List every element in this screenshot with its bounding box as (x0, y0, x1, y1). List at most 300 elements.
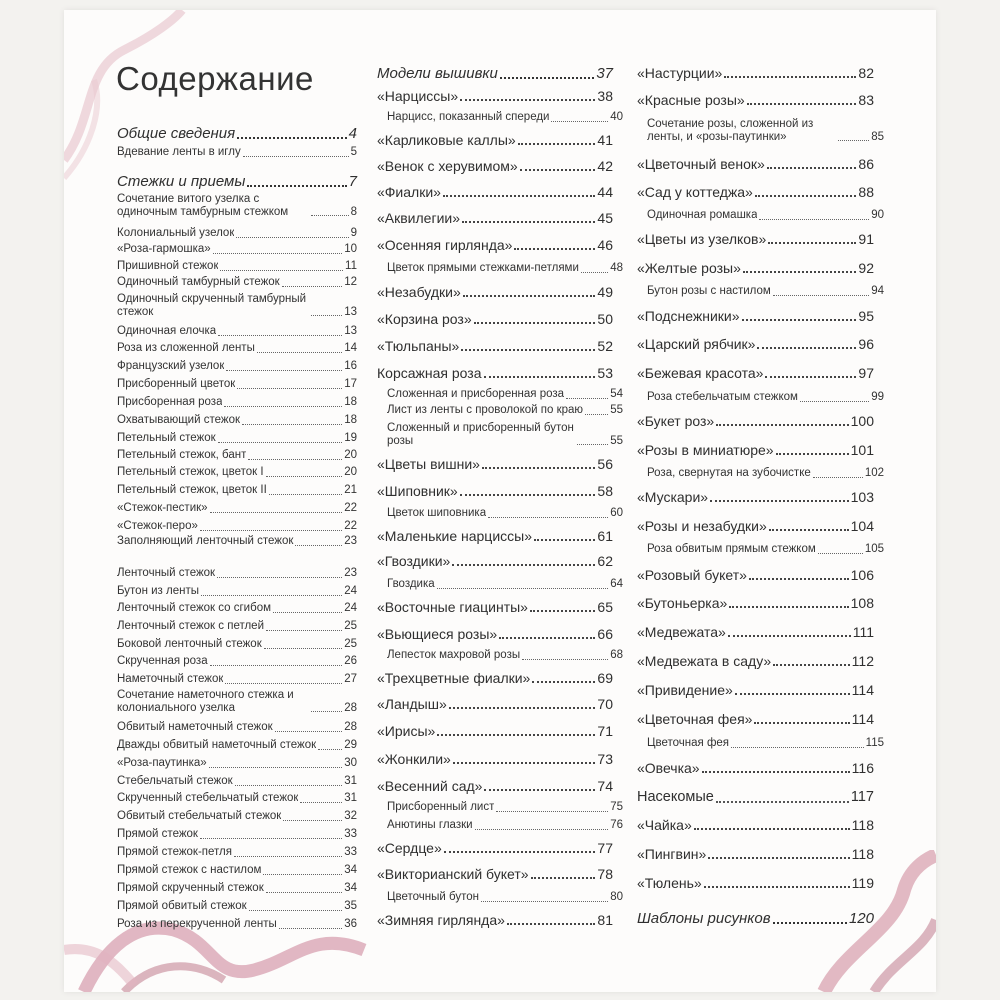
toc-entry-title: Присборенный лист (387, 801, 495, 813)
dot-leader (532, 681, 595, 683)
toc-entry-title: Прямой стежок (117, 828, 198, 840)
toc-entry-page: 111 (852, 624, 874, 640)
dot-leader (731, 747, 864, 748)
dot-leader (735, 693, 850, 695)
dot-leader (800, 401, 869, 402)
dot-leader (235, 785, 343, 786)
toc-entry-page: 14 (344, 342, 357, 354)
toc-entry-page: 81 (597, 912, 613, 928)
toc-entry (377, 159, 613, 174)
toc-entry-page: 70 (597, 696, 613, 712)
toc-entry-page: 37 (596, 65, 613, 82)
toc-entry-page: 73 (597, 751, 613, 767)
dot-leader (769, 529, 849, 531)
dot-leader (474, 322, 596, 324)
toc-entry-title: «Настурции» (637, 66, 723, 81)
dot-leader (755, 195, 857, 197)
dot-leader (566, 398, 608, 399)
toc-entry (377, 649, 623, 662)
toc-entry-page: 21 (344, 484, 357, 496)
toc-entry-title: «Восточные гиацинты» (377, 600, 528, 615)
toc-entry-title: «Маленькие нарциссы» (377, 529, 532, 544)
toc-entry-page: 13 (344, 305, 357, 318)
toc-entry-page: 92 (858, 260, 874, 276)
toc-entry-title: «Шиповник» (377, 484, 458, 499)
toc-entry (637, 366, 874, 381)
toc-entry (377, 578, 623, 591)
toc-entry-page: 25 (344, 638, 357, 650)
toc-entry (117, 673, 357, 686)
dot-leader (463, 295, 596, 297)
dot-leader (482, 467, 595, 469)
toc-entry (377, 554, 613, 569)
toc-entry (117, 585, 357, 598)
toc-entry-page: 18 (344, 414, 357, 426)
toc-entry-title: Ленточный стежок (117, 567, 216, 579)
dot-leader (742, 319, 857, 321)
toc-entry-page: 112 (851, 653, 874, 669)
toc-entry-title: Роза из перекрученной ленты (117, 918, 277, 930)
toc-entry (377, 484, 613, 499)
toc-entry-page: 22 (344, 502, 357, 514)
toc-entry-title: Одиночная ромашка (647, 209, 758, 221)
toc-entry-title: «Роза-паутинка» (117, 757, 207, 769)
toc-entry (637, 543, 884, 556)
toc-entry-title: Стежки и приемы (117, 174, 246, 190)
toc-entry-page: 35 (344, 900, 357, 912)
toc-entry-title: «Царский рябчик» (637, 337, 756, 352)
toc-entry (117, 260, 357, 273)
toc-entry (117, 918, 357, 931)
toc-entry-title: «Ирисы» (377, 724, 436, 739)
dot-leader (217, 577, 342, 578)
toc-entry (117, 567, 357, 580)
toc-entry-page: 25 (344, 620, 357, 632)
toc-entry (637, 683, 874, 698)
dot-leader (295, 545, 342, 546)
dot-leader (210, 665, 343, 666)
toc-entry-title: Общие сведения (117, 126, 236, 142)
toc-entry-title: «Бутоньерка» (637, 596, 728, 611)
toc-entry-title: «Цветочная фея» (637, 712, 753, 727)
toc-entry-page: 55 (610, 404, 623, 416)
toc-entry-page: 28 (344, 721, 357, 733)
dot-leader (318, 749, 342, 750)
toc-entry (637, 443, 874, 458)
toc-entry-title: Цветок прямыми стежками-петлями (387, 262, 579, 274)
toc-entry (377, 752, 613, 767)
toc-entry (377, 388, 623, 401)
toc-entry-title: Пришивной стежок (117, 260, 219, 272)
toc-entry-page: 60 (610, 507, 623, 519)
dot-leader (266, 892, 342, 893)
toc-entry (377, 867, 613, 882)
toc-entry (637, 761, 874, 776)
toc-entry (117, 126, 357, 143)
toc-entry-title: «Сад у коттеджа» (637, 185, 753, 200)
toc-entry-title: «Пингвин» (637, 847, 707, 862)
toc-entry-page: 10 (344, 243, 357, 255)
toc-entry (377, 339, 613, 354)
toc-entry-title: «Розы и незабудки» (637, 519, 767, 534)
toc-entry (377, 697, 613, 712)
dot-leader (275, 731, 343, 732)
toc-entry-title: «Цветочный венок» (637, 157, 765, 172)
toc-entry-page: 108 (850, 595, 874, 611)
dot-leader (704, 886, 850, 888)
toc-entry-title: «Ландыш» (377, 697, 447, 712)
toc-entry (117, 502, 357, 515)
toc-entry-page: 75 (610, 801, 623, 813)
toc-entry-title: Бутон розы с настилом (647, 285, 771, 297)
dot-leader (266, 630, 342, 631)
toc-entry-page: 11 (345, 260, 357, 272)
toc-entry (637, 93, 874, 108)
toc-entry-title: Петельный стежок, цветок I (117, 466, 264, 478)
toc-entry-page: 99 (871, 391, 884, 403)
dot-leader (226, 370, 342, 371)
toc-entry-page: 38 (597, 88, 613, 104)
toc-entry-page: 33 (344, 828, 357, 840)
toc-entry-title: Скрученная роза (117, 655, 208, 667)
toc-entry-title: Ленточный стежок со сгибом (117, 602, 271, 614)
toc-entry (637, 185, 874, 200)
dot-leader (530, 610, 595, 612)
toc-entry-page: 46 (597, 237, 613, 253)
dot-leader (518, 143, 596, 145)
toc-entry (637, 66, 874, 81)
toc-entry-page: 9 (350, 227, 357, 239)
toc-entry-title: «Тюльпаны» (377, 339, 460, 354)
dot-leader (311, 315, 342, 316)
toc-entry-title: Обвитый наметочный стежок (117, 721, 273, 733)
toc-entry-title: «Розы в миниатюре» (637, 443, 774, 458)
page-title: Содержание (116, 60, 314, 97)
toc-entry (637, 876, 874, 891)
toc-entry (637, 309, 874, 324)
toc-entry-page: 115 (865, 737, 884, 749)
toc-entry-title: Роза стебельчатым стежком (647, 391, 798, 403)
toc-entry (117, 775, 357, 788)
toc-entry (377, 111, 623, 124)
toc-entry-title: «Тюлень» (637, 876, 702, 891)
toc-entry-page: 26 (344, 655, 357, 667)
dot-leader (213, 253, 343, 254)
toc-entry (117, 276, 357, 289)
toc-entry-title: Петельный стежок (117, 432, 216, 444)
dot-leader (702, 771, 850, 773)
dot-leader (551, 121, 608, 122)
toc-entry-page: 90 (871, 209, 884, 221)
toc-entry-page: 106 (850, 567, 874, 583)
dot-leader (522, 659, 608, 660)
toc-entry-page: 82 (858, 65, 874, 81)
toc-entry-page: 36 (344, 918, 357, 930)
toc-entry-title: Шаблоны рисунков (637, 911, 771, 927)
dot-leader (282, 286, 342, 287)
toc-entry (377, 262, 623, 275)
toc-entry (117, 535, 357, 548)
toc-entry-title: Вдевание ленты в иглу (117, 146, 241, 158)
toc-entry-page: 18 (344, 396, 357, 408)
toc-entry-title: Сочетание розы, сложенной из ленты, и «розы-паутинки» (647, 118, 814, 143)
dot-leader (263, 874, 342, 875)
toc-entry-page: 12 (344, 276, 357, 288)
toc-entry-title: Одиночный тамбурный стежок (117, 276, 280, 288)
dot-leader (767, 167, 857, 169)
toc-entry-page: 62 (597, 553, 613, 569)
toc-entry-page: 17 (344, 378, 357, 390)
toc-entry-title: Прямой обвитый стежок (117, 900, 247, 912)
toc-entry-title: Наметочный стежок (117, 673, 224, 685)
toc-entry (117, 721, 357, 734)
dot-leader (581, 272, 608, 273)
dot-leader (209, 767, 343, 768)
toc-entry (637, 261, 874, 276)
toc-entry-page: 31 (344, 775, 357, 787)
toc-entry (637, 337, 874, 352)
toc-entry-title: Присборенная роза (117, 396, 223, 408)
dot-leader (200, 530, 342, 531)
toc-entry (377, 185, 613, 200)
toc-entry-page: 4 (348, 125, 357, 142)
toc-entry (117, 432, 357, 445)
dot-leader (269, 494, 342, 495)
toc-entry-title: Насекомые (637, 790, 714, 805)
dot-leader (813, 477, 863, 478)
dot-leader (520, 169, 596, 171)
toc-entry-page: 97 (858, 365, 874, 381)
toc-entry-page: 91 (858, 231, 874, 247)
toc-entry (377, 627, 613, 642)
toc-entry-title: «Викторианский букет» (377, 867, 529, 882)
toc-entry-title: «Бежевая красота» (637, 366, 764, 381)
toc-entry (117, 828, 357, 841)
toc-entry-title: Стебельчатый стежок (117, 775, 233, 787)
toc-entry (377, 779, 613, 794)
toc-entry-page: 118 (851, 817, 874, 833)
toc-entry-page: 19 (344, 432, 357, 444)
toc-entry-title: Прямой стежок с настилом (117, 864, 262, 876)
dot-leader (694, 828, 850, 830)
toc-entry (117, 846, 357, 859)
toc-entry (637, 157, 874, 172)
dot-leader (499, 637, 595, 639)
toc-entry-page: 120 (848, 910, 874, 927)
toc-entry-page: 45 (597, 210, 613, 226)
dot-leader (757, 347, 856, 349)
toc-entry-page: 34 (344, 882, 357, 894)
toc-entry-page: 41 (597, 132, 613, 148)
dot-leader (729, 606, 848, 608)
toc-entry (377, 422, 623, 447)
toc-entry (117, 900, 357, 913)
toc-entry-page: 77 (597, 840, 613, 856)
dot-leader (311, 711, 342, 712)
toc-entry (377, 529, 613, 544)
toc-entry-title: «Осенняя гирлянда» (377, 238, 513, 253)
dot-leader (218, 335, 342, 336)
toc-entry-title: «Овечка» (637, 761, 700, 776)
toc-entry-page: 48 (610, 262, 623, 274)
toc-entry (637, 391, 884, 404)
toc-entry (117, 227, 357, 240)
dot-leader (236, 237, 348, 238)
toc-entry (117, 864, 357, 877)
toc-entry-title: Лист из ленты с проволокой по краю (387, 404, 584, 416)
dot-leader (773, 922, 847, 924)
toc-entry-page: 40 (610, 111, 623, 123)
dot-leader (577, 444, 608, 445)
dot-leader (585, 414, 608, 415)
toc-entry (117, 243, 357, 256)
toc-entry-page: 31 (344, 792, 357, 804)
dot-leader (461, 349, 595, 351)
dot-leader (475, 829, 609, 830)
toc-entry-page: 20 (344, 466, 357, 478)
toc-entry (377, 891, 623, 904)
toc-entry (117, 360, 357, 373)
dot-leader (747, 103, 857, 105)
toc-entry (637, 596, 874, 611)
dot-leader (273, 612, 342, 613)
toc-entry (117, 466, 357, 479)
toc-entry-title: Петельный стежок, цветок II (117, 484, 267, 496)
toc-entry (117, 602, 357, 615)
toc-entry-title: «Медвежата в саду» (637, 654, 772, 669)
dot-leader (743, 271, 857, 273)
dot-leader (754, 722, 849, 724)
toc-entry-title: Роза из сложенной ленты (117, 342, 255, 354)
dot-leader (243, 156, 349, 157)
dot-leader (488, 517, 608, 518)
dot-leader (773, 664, 850, 666)
dot-leader (724, 76, 856, 78)
toc-entry-page: 13 (344, 325, 357, 337)
toc-entry (637, 818, 874, 833)
toc-entry-title: Гвоздика (387, 578, 435, 590)
toc-entry-title: Сложенная и присборенная роза (387, 388, 565, 400)
toc-entry (117, 342, 357, 355)
toc-entry-page: 29 (344, 739, 357, 751)
dot-leader (220, 270, 343, 271)
toc-entry (637, 519, 874, 534)
dot-leader (710, 500, 849, 502)
toc-entry (377, 133, 613, 148)
dot-leader (444, 851, 596, 853)
dot-leader (234, 856, 342, 857)
toc-entry-title: «Корзина роз» (377, 312, 472, 327)
toc-entry-page: 114 (851, 682, 874, 698)
dot-leader (460, 494, 596, 496)
toc-entry-title: «Сердце» (377, 841, 442, 856)
toc-entry-title: «Стежок-перо» (117, 520, 198, 532)
dot-leader (443, 195, 595, 197)
toc-entry-page: 24 (344, 602, 357, 614)
dot-leader (728, 635, 851, 637)
toc-entry-title: «Стежок-пестик» (117, 502, 208, 514)
dot-leader (500, 77, 594, 79)
toc-entry-page: 86 (858, 156, 874, 172)
dot-leader (481, 901, 608, 902)
toc-entry (117, 655, 357, 668)
toc-entry (377, 366, 613, 381)
toc-entry (117, 449, 357, 462)
toc-entry-title: Одиночная елочка (117, 325, 217, 337)
dot-leader (449, 707, 596, 709)
toc-entry-page: 34 (344, 864, 357, 876)
toc-entry-page: 64 (610, 578, 623, 590)
toc-entry-page: 20 (344, 449, 357, 461)
toc-entry-title: «Зимняя гирлянда» (377, 913, 505, 928)
dot-leader (247, 185, 346, 187)
toc-entry (377, 841, 613, 856)
toc-entry (377, 238, 613, 253)
toc-entry-page: 96 (858, 336, 874, 352)
toc-entry-title: Анютины глазки (387, 819, 473, 831)
toc-entry (377, 671, 613, 686)
toc-entry-title: «Роза-гармошка» (117, 243, 211, 255)
toc-entry-page: 7 (348, 173, 357, 190)
toc-entry-title: «Карликовые каллы» (377, 133, 516, 148)
toc-entry (637, 911, 874, 928)
toc-entry-page: 56 (597, 456, 613, 472)
toc-entry-title: «Жонкили» (377, 752, 451, 767)
toc-entry (117, 193, 357, 218)
toc-entry-page: 44 (597, 184, 613, 200)
toc-entry-page: 24 (344, 585, 357, 597)
toc-entry-page: 105 (864, 543, 884, 555)
dot-leader (484, 789, 595, 791)
toc-entry-title: Ленточный стежок с петлей (117, 620, 265, 632)
toc-entry-title: «Желтые розы» (637, 261, 741, 276)
dot-leader (242, 424, 342, 425)
toc-entry-page: 94 (871, 285, 884, 297)
toc-entry (377, 724, 613, 739)
toc-entry-page: 101 (850, 442, 874, 458)
toc-entry (117, 484, 357, 497)
dot-leader (507, 923, 595, 925)
toc-entry-page: 5 (350, 146, 357, 158)
toc-entry-page: 23 (344, 567, 357, 579)
toc-entry (117, 293, 357, 318)
toc-entry-title: «Красные розы» (637, 93, 745, 108)
toc-entry-page: 49 (597, 284, 613, 300)
toc-entry-page: 103 (850, 489, 874, 505)
dot-leader (437, 734, 595, 736)
toc-entry (377, 211, 613, 226)
toc-entry (117, 325, 357, 338)
toc-entry-page: 61 (597, 528, 613, 544)
toc-entry (637, 712, 874, 727)
toc-entry-page: 54 (610, 388, 623, 400)
toc-entry-title: Присборенный цветок (117, 378, 236, 390)
dot-leader (224, 406, 342, 407)
toc-entry (637, 568, 874, 583)
dot-leader (248, 459, 342, 460)
toc-entry-page: 102 (864, 467, 884, 479)
toc-entry-page: 71 (597, 723, 613, 739)
toc-entry-page: 116 (851, 760, 874, 776)
dot-leader (462, 221, 595, 223)
toc-entry-page: 83 (858, 92, 874, 108)
toc-entry-page: 42 (597, 158, 613, 174)
toc-entry (377, 285, 613, 300)
toc-entry (377, 913, 613, 928)
toc-entry (117, 810, 357, 823)
toc-entry-title: Роза, свернутая на зубочистке (647, 467, 811, 479)
toc-entry-page: 76 (610, 819, 623, 831)
